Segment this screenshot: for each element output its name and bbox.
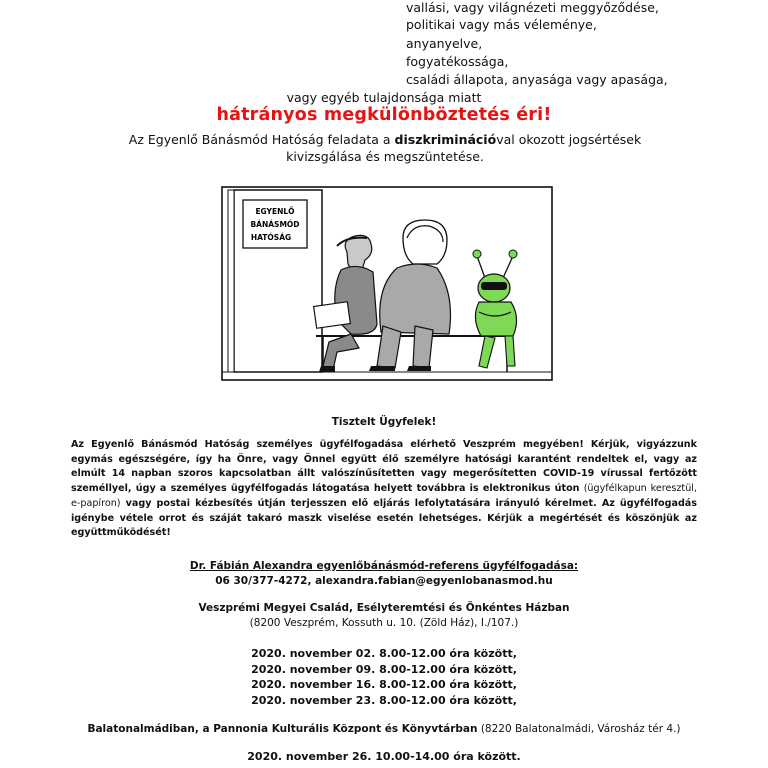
headline: hátrányos megkülönböztetés éri! <box>216 105 552 125</box>
ground-right: anyanyelve, <box>406 36 483 51</box>
date-item-last: 2020. november 26. 10.00-14.00 óra között. <box>247 750 521 763</box>
ground-right: családi állapota, anyasága vagy apasága, <box>406 72 668 87</box>
woman-figure <box>369 220 451 371</box>
venue-name: Balatonalmádiban, a Pannonia Kulturális Központ és Könyvtárban <box>87 723 478 735</box>
waiting-room-cartoon <box>221 186 553 381</box>
sign-line: HATÓSÁG <box>250 233 292 242</box>
notice-text: Az Egyenlő Bánásmód Hatóság személyes ügyfélfogadása elérhető Veszprém megyében! Kérjük, vigyázzunk egymás egészségére, így ha Önre, vagy Önnel együtt élő személyre hatósági karantént rendeltek el, vagy az elmúlt 14 napban szoros kapcsolatban állt valószínűsítetten vagy megerősítetten COVID-19 vírussal fertőzött személlyel, úgy a személyes ügyfélfogadás látogatása helyett továbbra is elektronikus úton <box>71 439 697 495</box>
grounds-tail: vagy egyéb tulajdonsága miatt <box>286 90 482 105</box>
venue-name: Veszprémi Megyei Család, Esélyteremtési és Önkéntes Házban <box>198 602 570 614</box>
contact-details[interactable]: 06 30/377-4272, alexandra.fabian@egyenlobanasmod.hu <box>215 575 553 587</box>
date-list <box>0 646 768 709</box>
sign-line: EGYENLŐ <box>255 207 295 216</box>
date-item: 2020. november 02. 8.00-12.00 óra között, <box>251 647 517 660</box>
date-item: 2020. november 16. 8.00-12.00 óra között, <box>251 678 517 692</box>
contact-title: Dr. Fábián Alexandra egyenlőbánásmód-referens ügyfélfogadása: <box>189 560 579 572</box>
mission-keyword: diszkrimináció <box>394 132 497 147</box>
ground-right: fogyatékossága, <box>406 54 509 69</box>
door-frame <box>228 190 234 372</box>
notice-text: vagy postai kézbesítés útján terjesszen elő eljárás lefolytatására irányuló kérelmet. Az ügyfélfogadás igénybe vétele orrot és száját takaró maszk viselése esetén lehetséges. Kérjük a megértését és köszönjük az együttműködését! <box>71 497 697 539</box>
sign-line: BÁNÁSMÓD <box>250 220 300 229</box>
mission-statement <box>90 132 680 165</box>
notice-paragraph <box>71 438 697 541</box>
mission-part: val okozott jogsértések kivizsgálása és megszüntetése. <box>286 132 642 164</box>
venue-second <box>0 723 768 735</box>
date-item: 2020. november 09. 8.00-12.00 óra között, <box>251 662 517 676</box>
date-item: 2020. november 23. 8.00-12.00 óra között, <box>251 694 517 708</box>
venue-address: (8200 Veszprém, Kossuth u. 10. (Zöld Ház), I./107.) <box>249 617 519 629</box>
notice-parenthetical: (ügyfélkapun keresztül, e-papíron) <box>71 483 697 509</box>
ground-right: vallási, vagy világnézeti meggyőződése, <box>406 0 659 15</box>
venue-address: (8220 Balatonalmádi, Városház tér 4.) <box>477 723 681 735</box>
greeting: Tisztelt Ügyfelek! <box>331 416 437 428</box>
ground-right: politikai vagy más véleménye, <box>406 17 597 32</box>
alien-figure <box>473 250 517 368</box>
mission-part: Az Egyenlő Bánásmód Hatóság feladata a <box>128 132 395 147</box>
